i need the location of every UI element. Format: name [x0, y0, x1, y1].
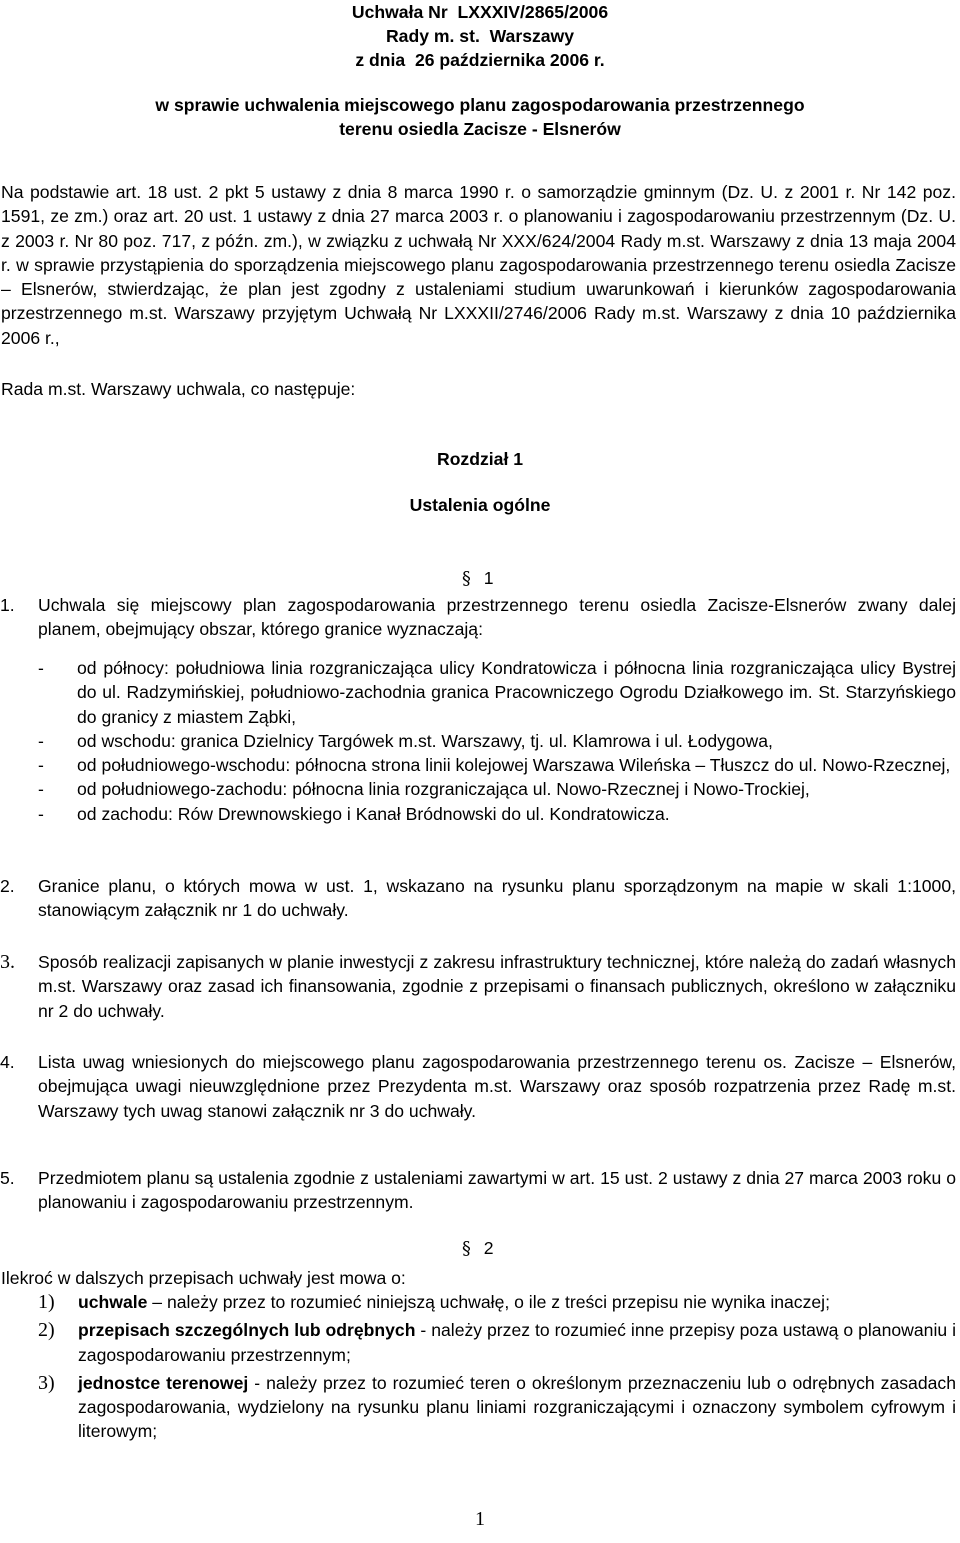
resolution-subject	[0, 93, 960, 141]
item-number: 5.	[0, 1168, 15, 1188]
definition-item	[0, 1290, 960, 1314]
section-2-intro: Ilekroć w dalszych przepisach uchwały jest mowa o:	[1, 1268, 406, 1288]
definitions-list	[0, 1290, 960, 1444]
definition-term: uchwale	[78, 1292, 148, 1312]
border-item	[0, 656, 960, 729]
border-text: od wschodu: granica Dzielnicy Targówek m.st. Warszawy, tj. ul. Klamrowa i ul. Łodygowa,	[77, 730, 773, 751]
resolution-issuer: Rady m. st. Warszawy	[385, 26, 575, 46]
border-text: od południowego-wschodu: północna strona linii kolejowej Warszawa Wileńska – Tłuszcz do ul. Nowo-Rzecznej,	[77, 755, 951, 776]
definition-body: - należy przez to rozumieć inne przepisy poza ustawą o planowaniu i zagospodarowaniu przestrzennym;	[78, 1320, 956, 1365]
definition-body: - należy przez to rozumieć teren o określonym przeznaczeniu lub o odrębnych zasadach zagospodarowania, wydzielony na rysunku planu liniami rozgraniczającymi i oznaczony symbolem cyfrowym i literowym;	[78, 1372, 956, 1442]
section-number: 2	[483, 1238, 494, 1258]
definition-text	[78, 1290, 956, 1314]
section-1-item-1	[0, 593, 960, 642]
item-text: Uchwala się miejscowy plan zagospodarowania przestrzennego terenu osiedla Zacisze-Elsnerów zwany dalej planem, obejmujący obszar, którego granice wyznaczają:	[38, 595, 956, 640]
definition-number: 2)	[38, 1319, 55, 1342]
definition-item	[0, 1318, 960, 1367]
section-symbol: §	[462, 1239, 471, 1259]
section-number: 1	[483, 568, 494, 588]
chapter-label: Rozdział 1	[436, 449, 524, 469]
chapter-title: Ustalenia ogólne	[409, 495, 551, 515]
list-dash: -	[38, 730, 44, 751]
list-dash: -	[38, 658, 44, 678]
border-item	[0, 753, 960, 777]
item-text: Sposób realizacji zapisanych w planie inwestycji z zakresu infrastruktury technicznej, które należą do zadań własnych m.st. Warszawy oraz zasad ich finansowania, zgodnie z przepisami o finansach publicznych, określono w załączniku nr 2 do uchwały.	[38, 952, 956, 1021]
preamble-closing: Rada m.st. Warszawy uchwala, co następuje:	[1, 379, 356, 399]
definition-text	[78, 1371, 956, 1444]
item-number: 4.	[0, 1052, 15, 1072]
preamble-paragraph: Na podstawie art. 18 ust. 2 pkt 5 ustawy z dnia 8 marca 1990 r. o samorządzie gminnym (Dz. U. z 2001 r. Nr 142 poz. 1591, ze zm.) oraz art. 20 ust. 1 ustawy z dnia 27 marca 2003 r. o planowaniu i zagospodarowaniu przestrzennym (Dz. U. z 2003 r. Nr 80 poz. 717, z późn. zm.), w związku z uchwałą Nr XXX/624/2004 Rady m.st. Warszawy z dnia 13 maja 2004 r. w sprawie przystąpienia do sporządzenia miejscowego planu zagospodarowania przestrzennego terenu osiedla Zacisze – Elsnerów, stwierdzając, że plan jest zgodny z ustaleniami studium uwarunkowań i kierunków zagospodarowania przestrzennego m.st. Warszawy przyjętym Uchwałą Nr LXXXII/2746/2006 Rady m.st. Warszawy z dnia 10 października 2006 r.,	[1, 182, 956, 348]
resolution-date: z dnia 26 października 2006 r.	[355, 50, 605, 70]
section-1-item-5	[0, 1166, 960, 1215]
border-text: od południowego-zachodu: północna linia rozgraniczająca ul. Nowo-Rzecznej i Nowo-Trockiej,	[77, 779, 810, 800]
subject-line-2: terenu osiedla Zacisze - Elsnerów	[339, 119, 621, 139]
subject-line-1: w sprawie uchwalenia miejscowego planu zagospodarowania przestrzennego	[155, 95, 805, 115]
border-text: od północy: południowa linia rozgraniczająca ulicy Kondratowicza i północna linia rozgraniczająca ulicy Bystrej do ul. Radzymińskiej, południowo-zachodnia granica Pracowniczego Ogrodu Działkowego im. St. Starzyńskiego do granicy z miastem Ząbki,	[77, 658, 956, 727]
list-dash: -	[38, 779, 44, 800]
item-text: Granice planu, o których mowa w ust. 1, wskazano na rysunku planu sporządzonym na mapie w skali 1:1000, stanowiącym załącznik nr 1 do uchwały.	[38, 876, 956, 921]
border-list	[0, 656, 960, 826]
item-text: Lista uwag wniesionych do miejscowego planu zagospodarowania przestrzennego terenu os. Zacisze – Elsnerów, obejmująca uwagi nieuwzględnione przez Prezydenta m.st. Warszawy oraz sposób rozpatrzenia przez Radę m.st. Warszawy tych uwag stanowi załącznik nr 3 do uchwały.	[38, 1052, 956, 1121]
section-1-item-2	[0, 874, 960, 923]
border-item	[0, 777, 960, 801]
page-number: 1	[475, 1508, 485, 1530]
item-number: 2.	[0, 876, 15, 896]
border-item	[0, 802, 960, 826]
item-text: Przedmiotem planu są ustalenia zgodnie z ustaleniami zawartymi w art. 15 ust. 2 ustawy z dnia 27 marca 2003 roku o planowaniu i zagospodarowaniu przestrzennym.	[38, 1168, 956, 1213]
section-1-heading	[462, 568, 493, 589]
item-number: 1.	[0, 595, 15, 615]
resolution-title: Uchwała Nr LXXXIV/2865/2006	[351, 2, 609, 22]
definition-text	[78, 1318, 956, 1367]
definition-number: 3)	[38, 1371, 55, 1394]
definition-term: jednostce terenowej	[78, 1372, 249, 1393]
resolution-header	[240, 0, 720, 72]
section-2-heading	[462, 1238, 493, 1259]
definition-number: 1)	[38, 1291, 55, 1313]
item-number: 3.	[0, 951, 15, 973]
section-symbol: §	[462, 569, 471, 589]
definition-item	[0, 1371, 960, 1444]
definition-body: – należy przez to rozumieć niniejszą uchwałę, o ile z treści przepisu nie wynika inaczej;	[147, 1292, 830, 1312]
list-dash: -	[38, 755, 44, 776]
definition-term: przepisach szczególnych lub odrębnych	[78, 1320, 416, 1341]
section-1-item-3	[0, 950, 960, 1023]
border-text: od zachodu: Rów Drewnowskiego i Kanał Bródnowski do ul. Kondratowicza.	[77, 803, 670, 824]
section-1-item-4	[0, 1050, 960, 1123]
list-dash: -	[38, 803, 44, 824]
border-item	[0, 729, 960, 753]
